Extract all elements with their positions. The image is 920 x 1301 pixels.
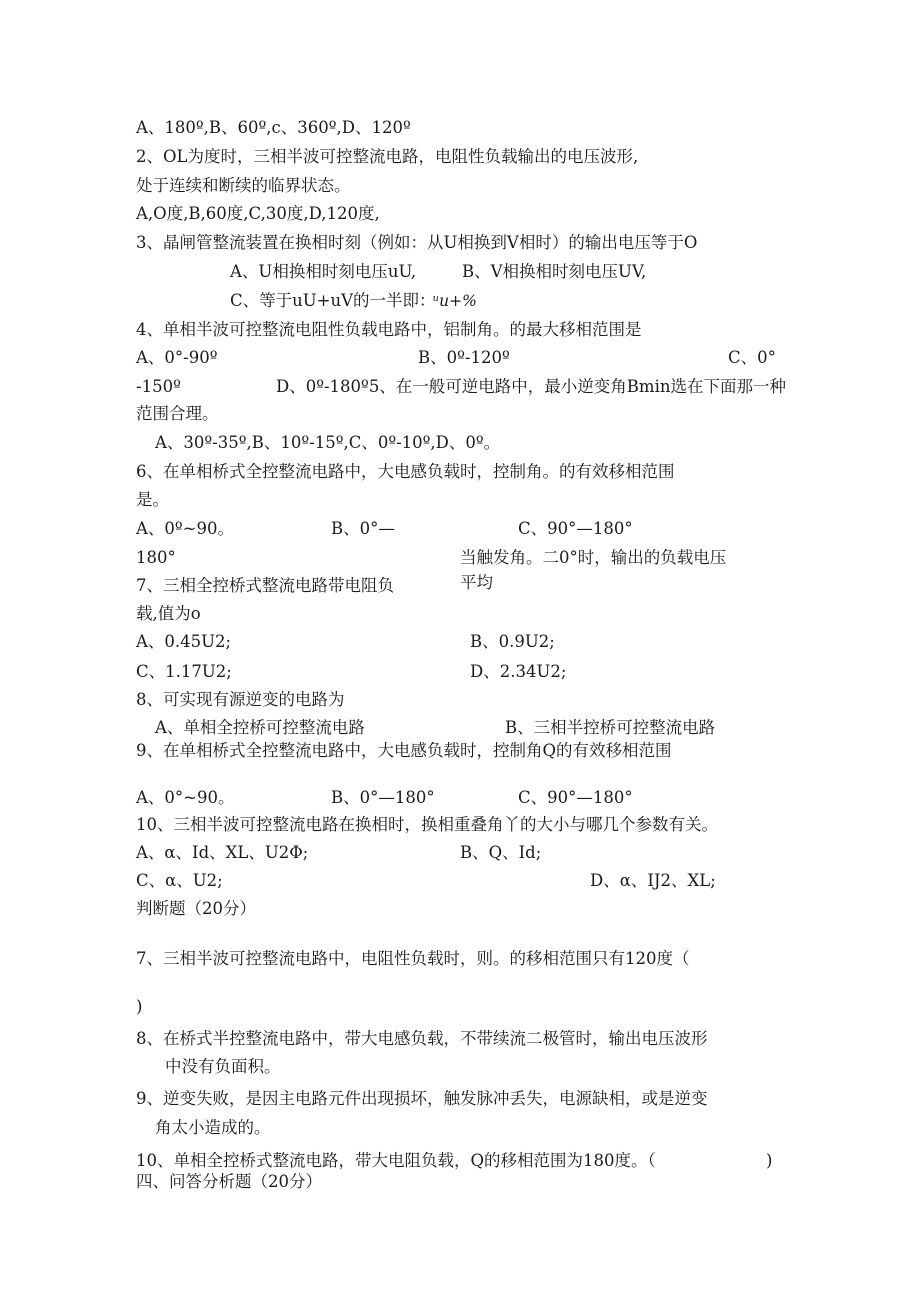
q10-option-a: A、α、Id、XL、U2Φ; [136, 843, 309, 862]
q7-option-c: C、1.17U2; [136, 662, 232, 681]
q6-stem-cont: 是。 [136, 490, 169, 509]
q2-stem-cont: 处于连续和断续的临界状态。 [136, 176, 351, 195]
judgment-8-cont: 中没有负面积。 [165, 1057, 281, 1076]
section-heading-qa: 四、问答分析题（20分） [136, 1172, 322, 1191]
judgment-10: 10、单相全控桥式整流电路，带大电阻负载，Q的移相范围为180度。（ [136, 1151, 656, 1170]
q4-option-b: B、0º-120º [418, 348, 510, 367]
q10-option-b: B、Q、Id; [460, 843, 542, 862]
q4-option-d-q5-stem: D、0º-180º5、在一般可逆电路中，最小逆变角Bmin选在下面那一种 [276, 377, 786, 396]
q10-option-d: D、α、IJ2、XL; [590, 871, 716, 890]
q3-option-c-formula: ᵘu+% [433, 292, 477, 310]
q4-stem: 4、单相半波可控整流电阻性负载电路中，铝制角。的最大移相范围是 [136, 320, 642, 339]
q8-stem: 8、可实现有源逆变的电路为 [136, 690, 345, 709]
q3-option-a: A、U相换相时刻电压uU, [230, 262, 417, 281]
q4-option-c: C、0° [728, 348, 776, 367]
q9-option-a: A、0°~90。 [136, 788, 235, 807]
q2-stem: 2、OL为度时，三相半波可控整流电路，电阻性负载输出的电压波形, [136, 147, 639, 166]
judgment-7-blank: ) [136, 997, 143, 1016]
q3-option-b: B、V相换相时刻电压UV, [462, 262, 647, 281]
q10-option-c: C、α、U2; [136, 871, 223, 890]
q4-option-c-cont: -150º [136, 377, 181, 396]
q3-stem: 3、晶闸管整流装置在换相时刻（例如：从U相换到V相时）的输出电压等于O [136, 233, 698, 252]
q4-option-a: A、0°-90º [136, 348, 218, 367]
q5-options: A、30º-35º,B、10º-15º,C、0º-10º,D、0º。 [155, 433, 501, 452]
q10-stem: 10、三相半波可控整流电路在换相时，换相重叠角丫的大小与哪几个参数有关。 [136, 815, 718, 834]
q7-option-b: B、0.9U2; [470, 632, 555, 651]
q6-option-c: C、90°—180° [518, 519, 633, 538]
q2-options: A,O度,B,60度,C,30度,D,120度, [136, 204, 380, 223]
q1-options: A、180º,B、60º,c、360º,D、120º [136, 118, 411, 137]
judgment-9-cont: 角太小造成的。 [155, 1118, 271, 1137]
judgment-8: 8、在桥式半控整流电路中，带大电感负载，不带续流二极管时，输出电压波形 [136, 1029, 708, 1048]
q9-option-c: C、90°—180° [518, 788, 633, 807]
q7-option-a: A、0.45U2; [136, 632, 232, 651]
section-heading-judgment: 判断题（20分） [136, 899, 256, 918]
q8-option-b: B、三相半控桥可控整流电路 [505, 718, 716, 737]
q5-stem-cont: 范围合理。 [136, 404, 219, 423]
q6-option-b: B、0°— [331, 519, 395, 538]
q6-option-a: A、0º~90。 [136, 519, 234, 538]
q7-stem-right: 当触发角。二0°时，输出的负载电压 [460, 548, 727, 567]
judgment-9: 9、逆变失败，是因主电路元件出现损坏，触发脉冲丢失，电源缺相，或是逆变 [136, 1089, 708, 1108]
q6-stem: 6、在单相桥式全控整流电路中，大电感负载时，控制角。的有效移相范围 [136, 462, 675, 481]
judgment-10-blank: ) [766, 1151, 773, 1170]
q8-option-a: A、单相全控桥可控整流电路 [155, 718, 365, 737]
judgment-7: 7、三相半波可控整流电路中，电阻性负载时，则。的移相范围只有120度（ [136, 949, 690, 968]
q9-stem: 9、在单相桥式全控整流电路中，大电感负载时，控制角Q的有效移相范围 [136, 741, 672, 760]
q7-stem-right-cont: 平均 [460, 573, 493, 592]
q9-option-b: B、0°—180° [331, 788, 435, 807]
q3-option-c: C、等于uU+uV的一半即： [230, 291, 436, 310]
q7-stem-left: 7、三相全控桥式整流电路带电阻负 [136, 576, 394, 595]
q7-option-d: D、2.34U2; [470, 662, 567, 681]
q6-option-b-cont: 180° [136, 548, 176, 567]
q7-stem-cont: 载,值为o [136, 604, 201, 623]
